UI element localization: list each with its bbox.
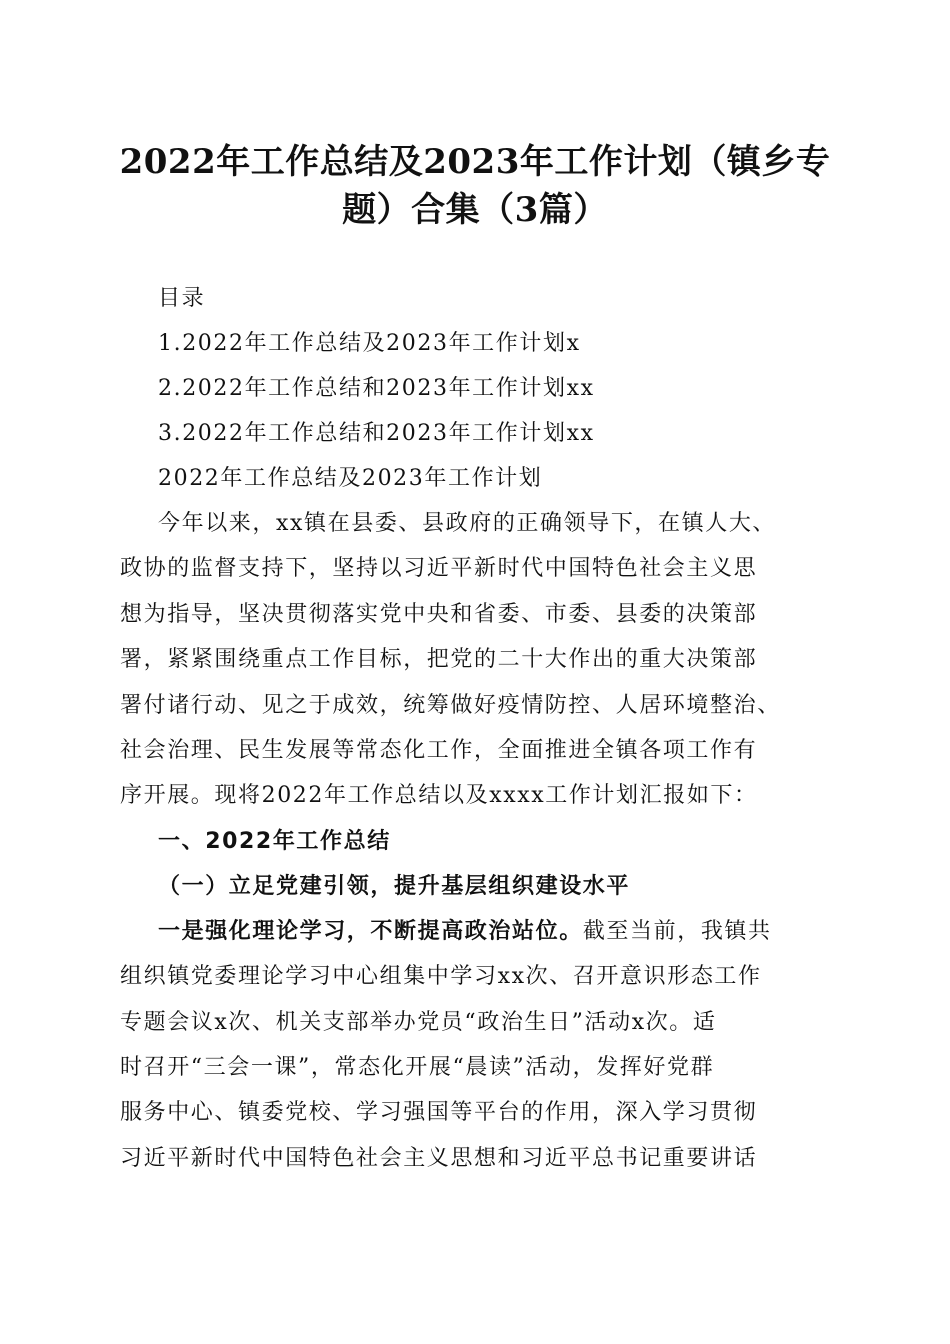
document-title-line-1: 2022年工作总结及2023年工作计划（镇乡专 [119,142,831,182]
article-title: 2022年工作总结及2023年工作计划 [158,466,543,491]
subsection-heading-1: （一）立足党建引领，提升基层组织建设水平 [158,872,631,899]
intro-line: 署付诸行动、见之于成效，统筹做好疫情防控、人居环境整治、 [120,692,781,718]
intro-line: 署，紧紧围绕重点工作目标，把党的二十大作出的重大决策部 [120,647,758,673]
section-heading-1: 一、2022年工作总结 [158,828,391,854]
intro-line: 社会治理、民生发展等常态化工作，全面推进全镇各项工作有 [120,737,758,763]
paragraph-lead: 一是强化理论学习，不断提高政治站位。 [158,917,583,944]
paragraph-line: 时召开“三会一课”，常态化开展“晨读”活动，发挥好党群 [120,1054,715,1080]
paragraph-line: 组织镇党委理论学习中心组集中学习xx次、召开意识形态工作 [120,964,762,990]
intro-line: 想为指导，坚决贯彻落实党中央和省委、市委、县委的决策部 [120,601,758,627]
intro-paragraph [120,501,832,819]
paragraph-line: 专题会议x次、机关支部举办党员“政治生日”活动x次。适 [120,1009,717,1035]
toc-item-1: 1.2022年工作总结及2023年工作计划x [158,331,581,356]
intro-line: 序开展。现将2022年工作总结以及xxxx工作计划汇报如下： [120,783,758,809]
intro-line: 今年以来，xx镇在县委、县政府的正确领导下，在镇人大、 [158,511,777,536]
paragraph-line: 习近平新时代中国特色社会主义思想和习近平总书记重要讲话 [120,1145,758,1171]
paragraph-line: 截至当前，我镇共 [582,918,772,944]
document-title-line-2: 题）合集（3篇） [342,190,608,230]
intro-line: 政协的监督支持下，坚持以习近平新时代中国特色社会主义思 [120,556,758,582]
paragraph-first-line [120,909,832,954]
body-paragraph-1 [120,909,832,1181]
document-title [100,138,850,234]
toc-item-3: 3.2022年工作总结和2023年工作计划xx [158,421,595,446]
toc-heading: 目录 [158,286,206,311]
paragraph-line: 服务中心、镇委党校、学习强国等平台的作用，深入学习贯彻 [120,1100,758,1126]
document-body [120,276,832,1181]
toc-item-2: 2.2022年工作总结和2023年工作计划xx [158,376,595,401]
